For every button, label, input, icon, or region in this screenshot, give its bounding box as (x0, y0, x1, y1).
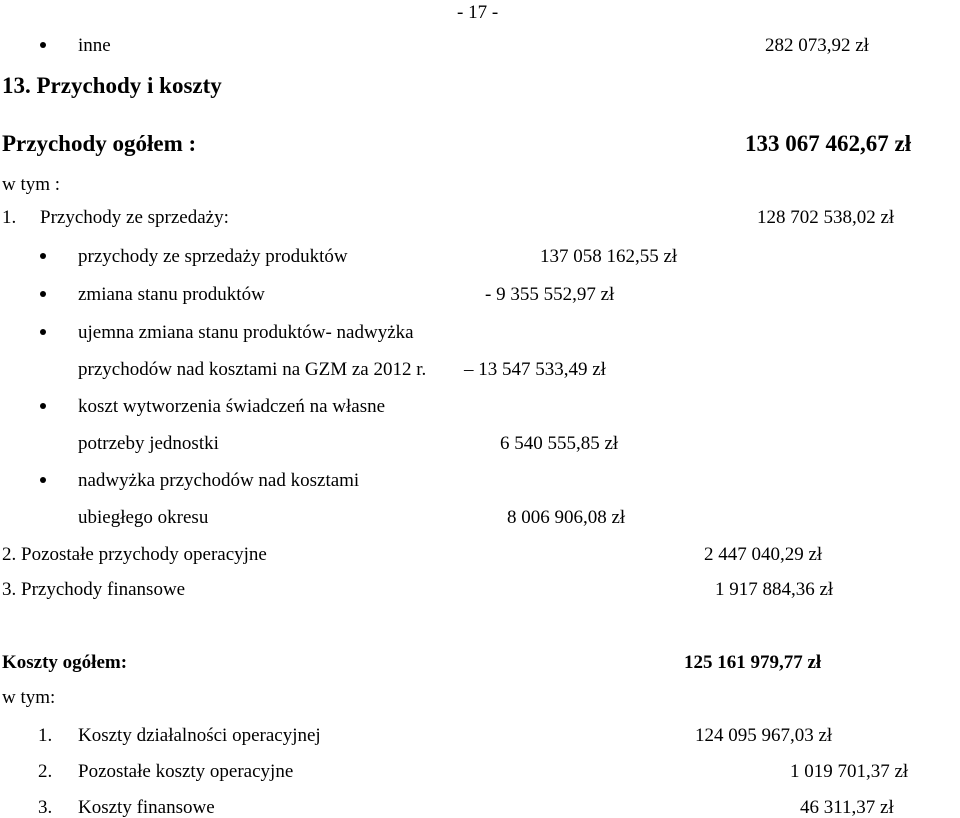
cost-item-number: 2. (38, 761, 53, 782)
sales-item-amount: 137 058 162,55 zł (540, 246, 678, 267)
revenue-wtym: w tym : (2, 174, 61, 195)
sales-item-label: ujemna zmiana stanu produktów- nadwyżka (78, 322, 414, 343)
revenue-total-label: Przychody ogółem : (2, 131, 197, 156)
cost-item-amount: 46 311,37 zł (800, 797, 894, 818)
cost-item-amount: 124 095 967,03 zł (695, 725, 833, 746)
sales-item-label: przychody ze sprzedaży produktów (78, 246, 348, 267)
inne-label: inne (78, 35, 111, 56)
bullet-icon (40, 329, 46, 335)
page-number: - 17 - (457, 2, 499, 23)
sales-item-amount: 6 540 555,85 zł (500, 433, 619, 454)
financial-revenue-amount: 1 917 884,36 zł (715, 579, 834, 600)
sales-item-amount: 8 006 906,08 zł (507, 507, 626, 528)
bullet-icon (40, 403, 46, 409)
costs-total-amount: 125 161 979,77 zł (684, 652, 822, 673)
costs-wtym: w tym: (2, 687, 56, 708)
bullet-icon (40, 477, 46, 483)
other-operating-revenue-amount: 2 447 040,29 zł (704, 544, 823, 565)
cost-item-label: Koszty działalności operacyjnej (78, 725, 321, 746)
inne-amount: 282 073,92 zł (765, 35, 869, 56)
section-title: 13. Przychody i koszty (2, 73, 222, 98)
sales-amount: 128 702 538,02 zł (757, 207, 895, 228)
sales-item-label: zmiana stanu produktów (78, 284, 265, 305)
costs-total-label: Koszty ogółem: (2, 652, 128, 673)
sales-item-label-cont: potrzeby jednostki (78, 433, 219, 454)
cost-item-number: 1. (38, 725, 53, 746)
revenue-total-amount: 133 067 462,67 zł (745, 131, 912, 156)
bullet-icon (40, 253, 46, 259)
cost-item-label: Koszty finansowe (78, 797, 215, 818)
sales-item-amount: – 13 547 533,49 zł (464, 359, 606, 380)
sales-item-label: koszt wytworzenia świadczeń na własne (78, 396, 386, 417)
sales-item-label-cont: przychodów nad kosztami na GZM za 2012 r. (78, 359, 427, 380)
sales-label: Przychody ze sprzedaży: (40, 207, 229, 228)
sales-item-amount: - 9 355 552,97 zł (485, 284, 615, 305)
sales-number: 1. (2, 207, 17, 228)
bullet-icon (40, 42, 46, 48)
sales-item-label: nadwyżka przychodów nad kosztami (78, 470, 360, 491)
financial-revenue-label: 3. Przychody finansowe (2, 579, 186, 600)
cost-item-amount: 1 019 701,37 zł (790, 761, 909, 782)
cost-item-number: 3. (38, 797, 53, 818)
bullet-icon (40, 291, 46, 297)
cost-item-label: Pozostałe koszty operacyjne (78, 761, 294, 782)
sales-item-label-cont: ubiegłego okresu (78, 507, 209, 528)
other-operating-revenue-label: 2. Pozostałe przychody operacyjne (2, 544, 267, 565)
